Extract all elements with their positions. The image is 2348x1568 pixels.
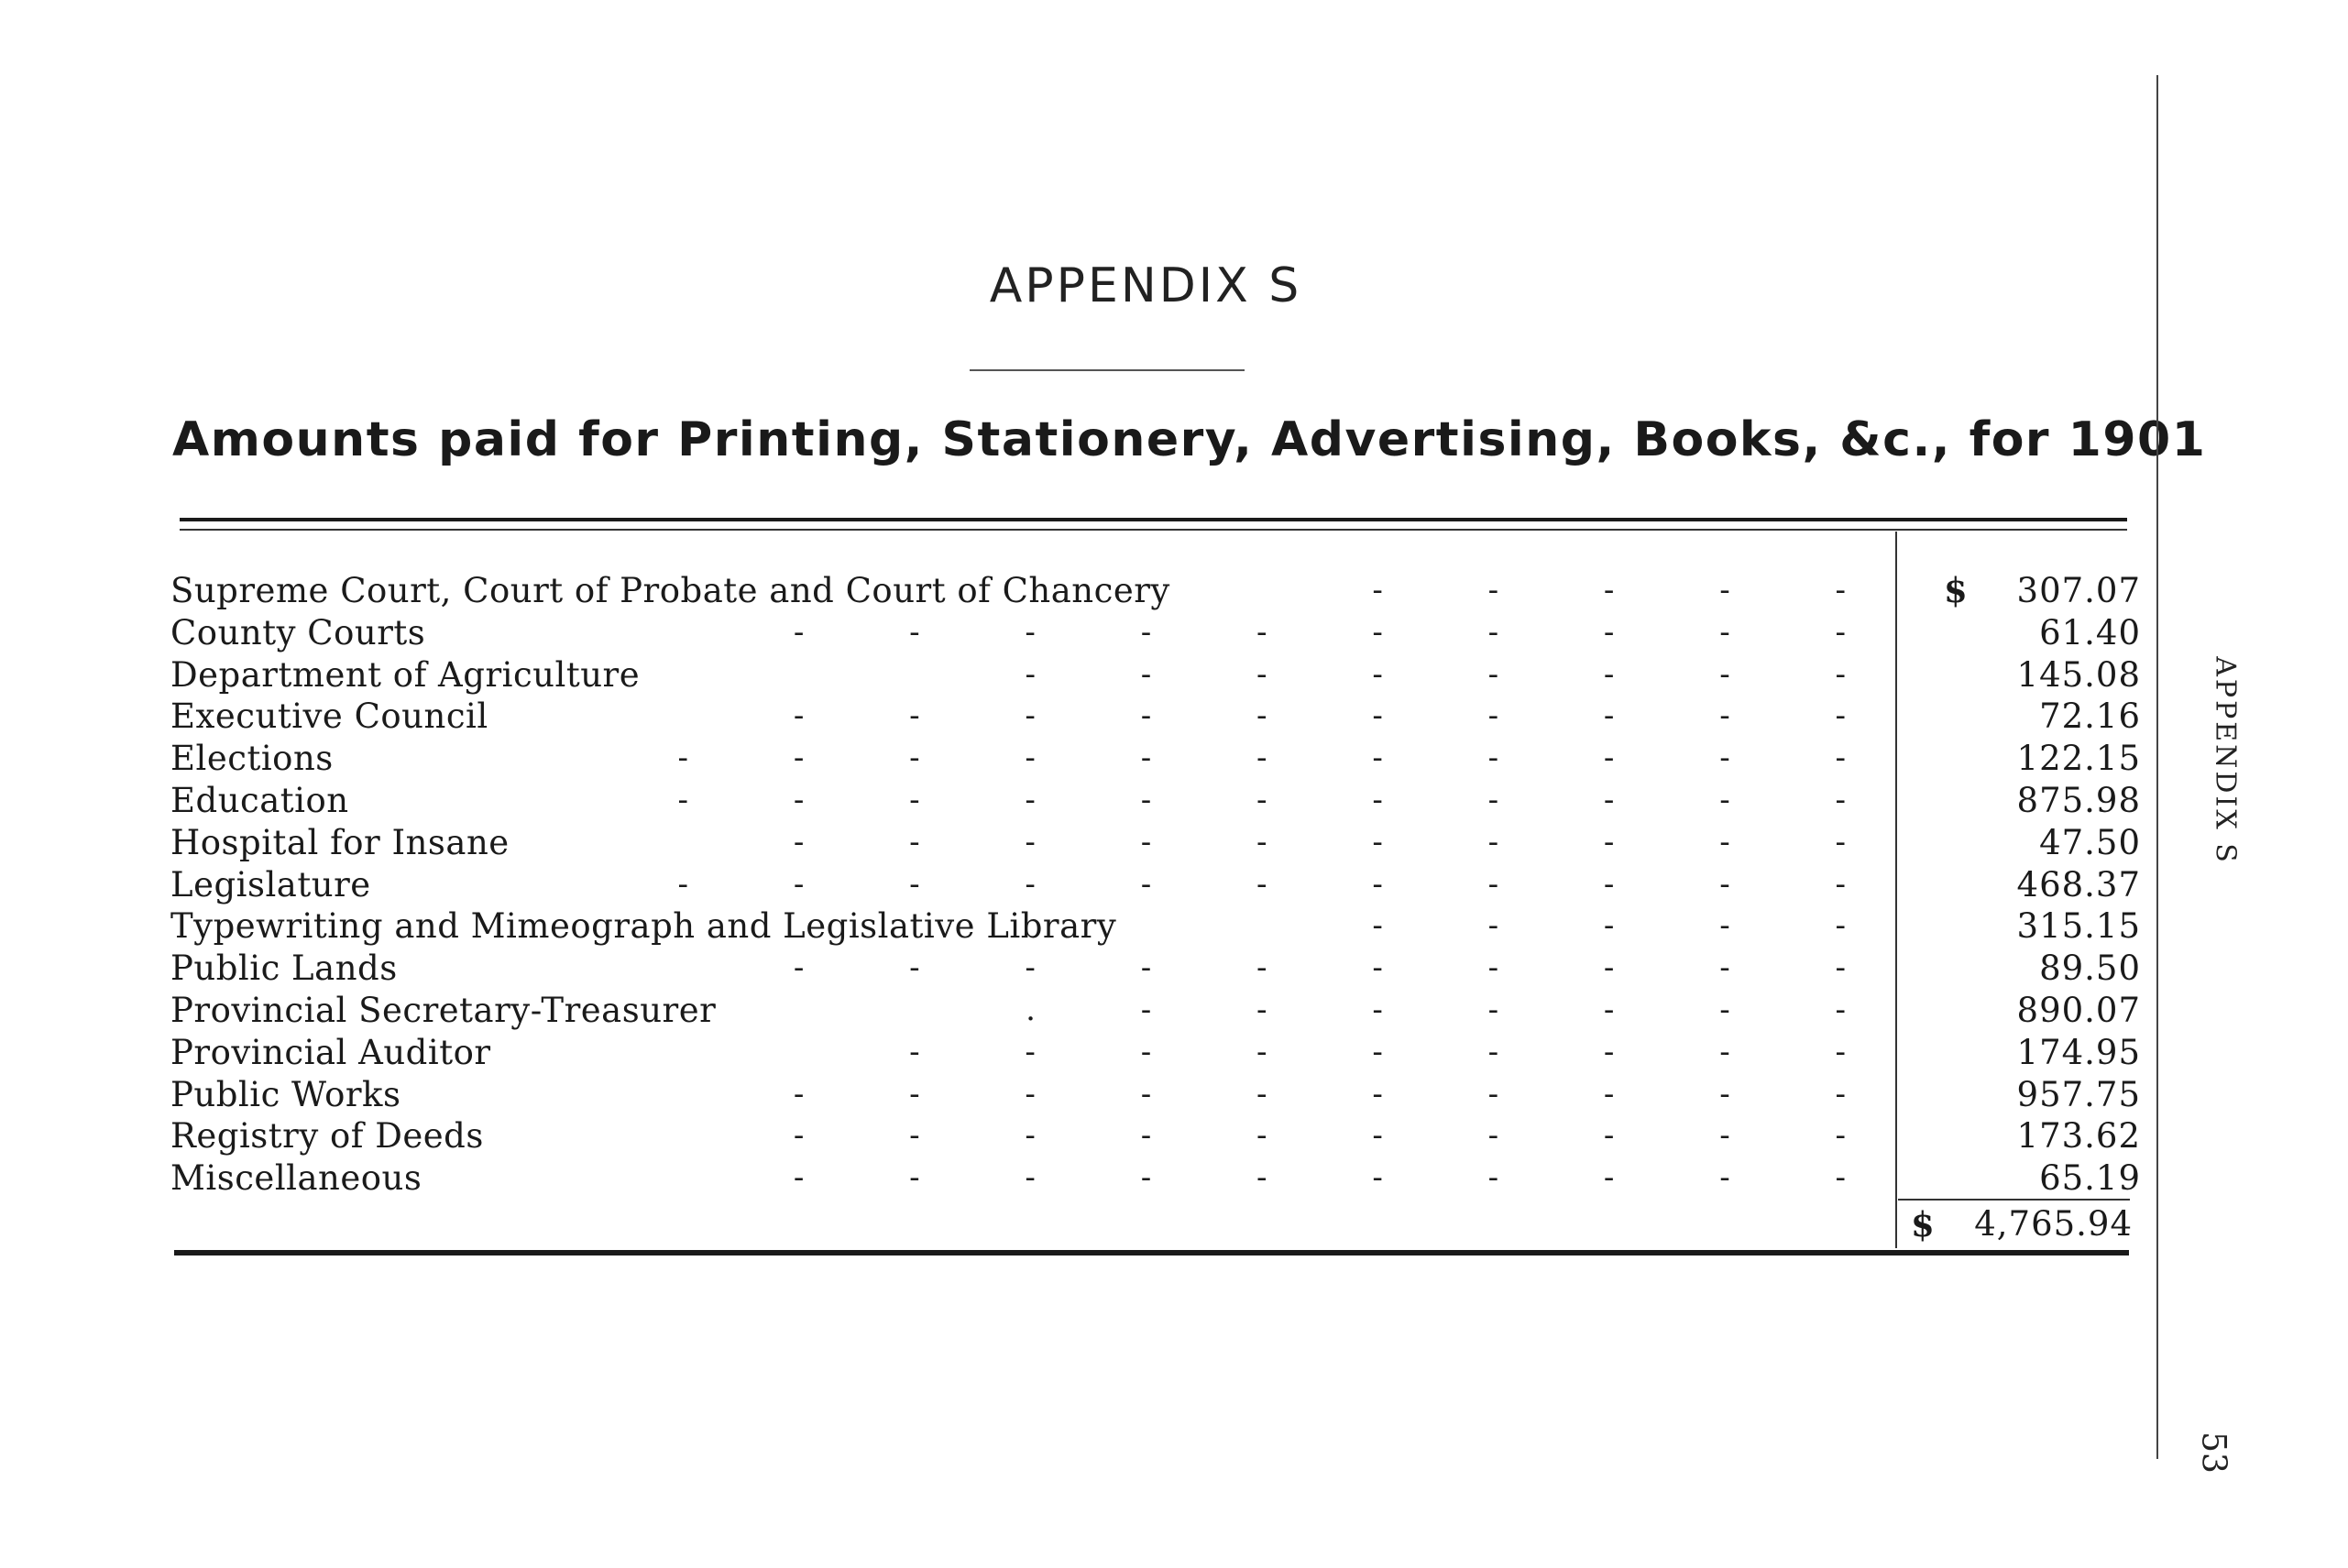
row-amount: 957.75 — [2016, 1074, 2141, 1114]
dot-leader: - - - - - - - - - - - — [677, 781, 1893, 818]
row-amount: 89.50 — [2039, 948, 2141, 989]
table-row — [170, 990, 2141, 1032]
dot-leader: - - - - - - - - - - — [793, 1075, 1893, 1113]
row-label: Public Lands — [170, 948, 398, 989]
table-row — [170, 905, 2141, 948]
row-label: Public Works — [170, 1074, 401, 1114]
table-row — [170, 864, 2141, 906]
table-row — [170, 696, 2141, 738]
table-row — [170, 738, 2141, 780]
row-amount: 61.40 — [2039, 612, 2141, 652]
row-amount: 173.62 — [2016, 1116, 2141, 1157]
total-amount: 4,765.94 — [1974, 1204, 2133, 1244]
row-label: County Courts — [170, 612, 426, 652]
row-label: Education — [170, 780, 349, 820]
row-label: Typewriting and Mimeograph and Legislative Library — [170, 906, 1117, 947]
dot-leader: - - - - - - - - - — [909, 1033, 1893, 1070]
total-amount-cell — [1898, 1202, 2133, 1246]
dot-leader: - - - - - - - - - - — [793, 1159, 1893, 1197]
dot-leader: - - - - - - - - — [1025, 655, 1893, 693]
dot-leader: - - - - - - - - - - — [793, 697, 1893, 735]
table-heading: Amounts paid for Printing, Stationery, Advertising, Books, &c., for 1901 — [172, 412, 2207, 467]
appendix-title: APPENDIX S — [989, 258, 1302, 313]
row-amount: 72.16 — [2039, 696, 2141, 737]
row-amount: 468.37 — [2016, 864, 2141, 905]
table-row — [170, 1157, 2141, 1200]
row-amount: 47.50 — [2039, 822, 2141, 862]
side-running-head-text: APPENDIX S — [2209, 656, 2242, 865]
dot-leader: - - - - - - - - - - - — [677, 740, 1893, 777]
table-top-rule-thin — [180, 529, 2127, 531]
dot-leader: - - - - - — [1372, 907, 1893, 945]
table-row — [170, 1032, 2141, 1074]
page-number-text: 53 — [2194, 1431, 2233, 1474]
row-amount: 307.07 — [2016, 571, 2141, 610]
expense-table — [170, 570, 2141, 1200]
table-row — [170, 780, 2141, 822]
table-row — [170, 570, 2141, 612]
table-bottom-rule — [174, 1250, 2129, 1255]
table-row — [170, 612, 2141, 654]
table-top-rule — [180, 518, 2127, 521]
row-amount: 122.15 — [2016, 739, 2141, 779]
row-label: Supreme Court, Court of Probate and Court of Chancery — [170, 571, 1170, 610]
table-row — [170, 1115, 2141, 1157]
table-row — [170, 654, 2141, 696]
table-row — [170, 948, 2141, 990]
page-edge-line — [2156, 75, 2158, 1459]
row-label: Registry of Deeds — [170, 1116, 484, 1157]
row-amount: 315.15 — [2016, 906, 2141, 947]
row-amount: 174.95 — [2016, 1032, 2141, 1072]
row-label: Hospital for Insane — [170, 822, 510, 862]
row-label: Department of Agriculture — [170, 654, 641, 695]
row-amount: 145.08 — [2016, 654, 2141, 695]
row-amount: 875.98 — [2016, 780, 2141, 820]
row-amount: 65.19 — [2039, 1158, 2141, 1199]
table-row — [170, 822, 2141, 864]
title-rule — [970, 369, 1245, 371]
row-label: Provincial Auditor — [170, 1032, 491, 1072]
total-dollar-sign: $ — [1911, 1204, 1936, 1245]
side-running-head — [2198, 641, 2253, 880]
dot-leader: - - - - - - - - - - — [793, 613, 1893, 651]
dot-leader: - - - - - — [1372, 572, 1893, 609]
dollar-sign: $ — [1944, 570, 1968, 610]
row-label: Elections — [170, 739, 334, 779]
table-row — [170, 1074, 2141, 1116]
row-label: Miscellaneous — [170, 1158, 422, 1199]
dot-leader: . - - - - - - - — [1026, 991, 1893, 1028]
dot-leader: - - - - - - - - - - — [793, 823, 1893, 861]
dot-leader: - - - - - - - - - - — [793, 949, 1893, 987]
page-number — [2186, 1420, 2241, 1485]
total-rule — [1898, 1199, 2130, 1201]
dot-leader: - - - - - - - - - - - — [677, 865, 1893, 903]
row-amount: 890.07 — [2016, 990, 2141, 1030]
row-label: Legislature — [170, 864, 371, 905]
row-label: Executive Council — [170, 696, 488, 737]
row-label: Provincial Secretary-Treasurer — [170, 990, 717, 1030]
dot-leader: - - - - - - - - - - — [793, 1117, 1893, 1155]
